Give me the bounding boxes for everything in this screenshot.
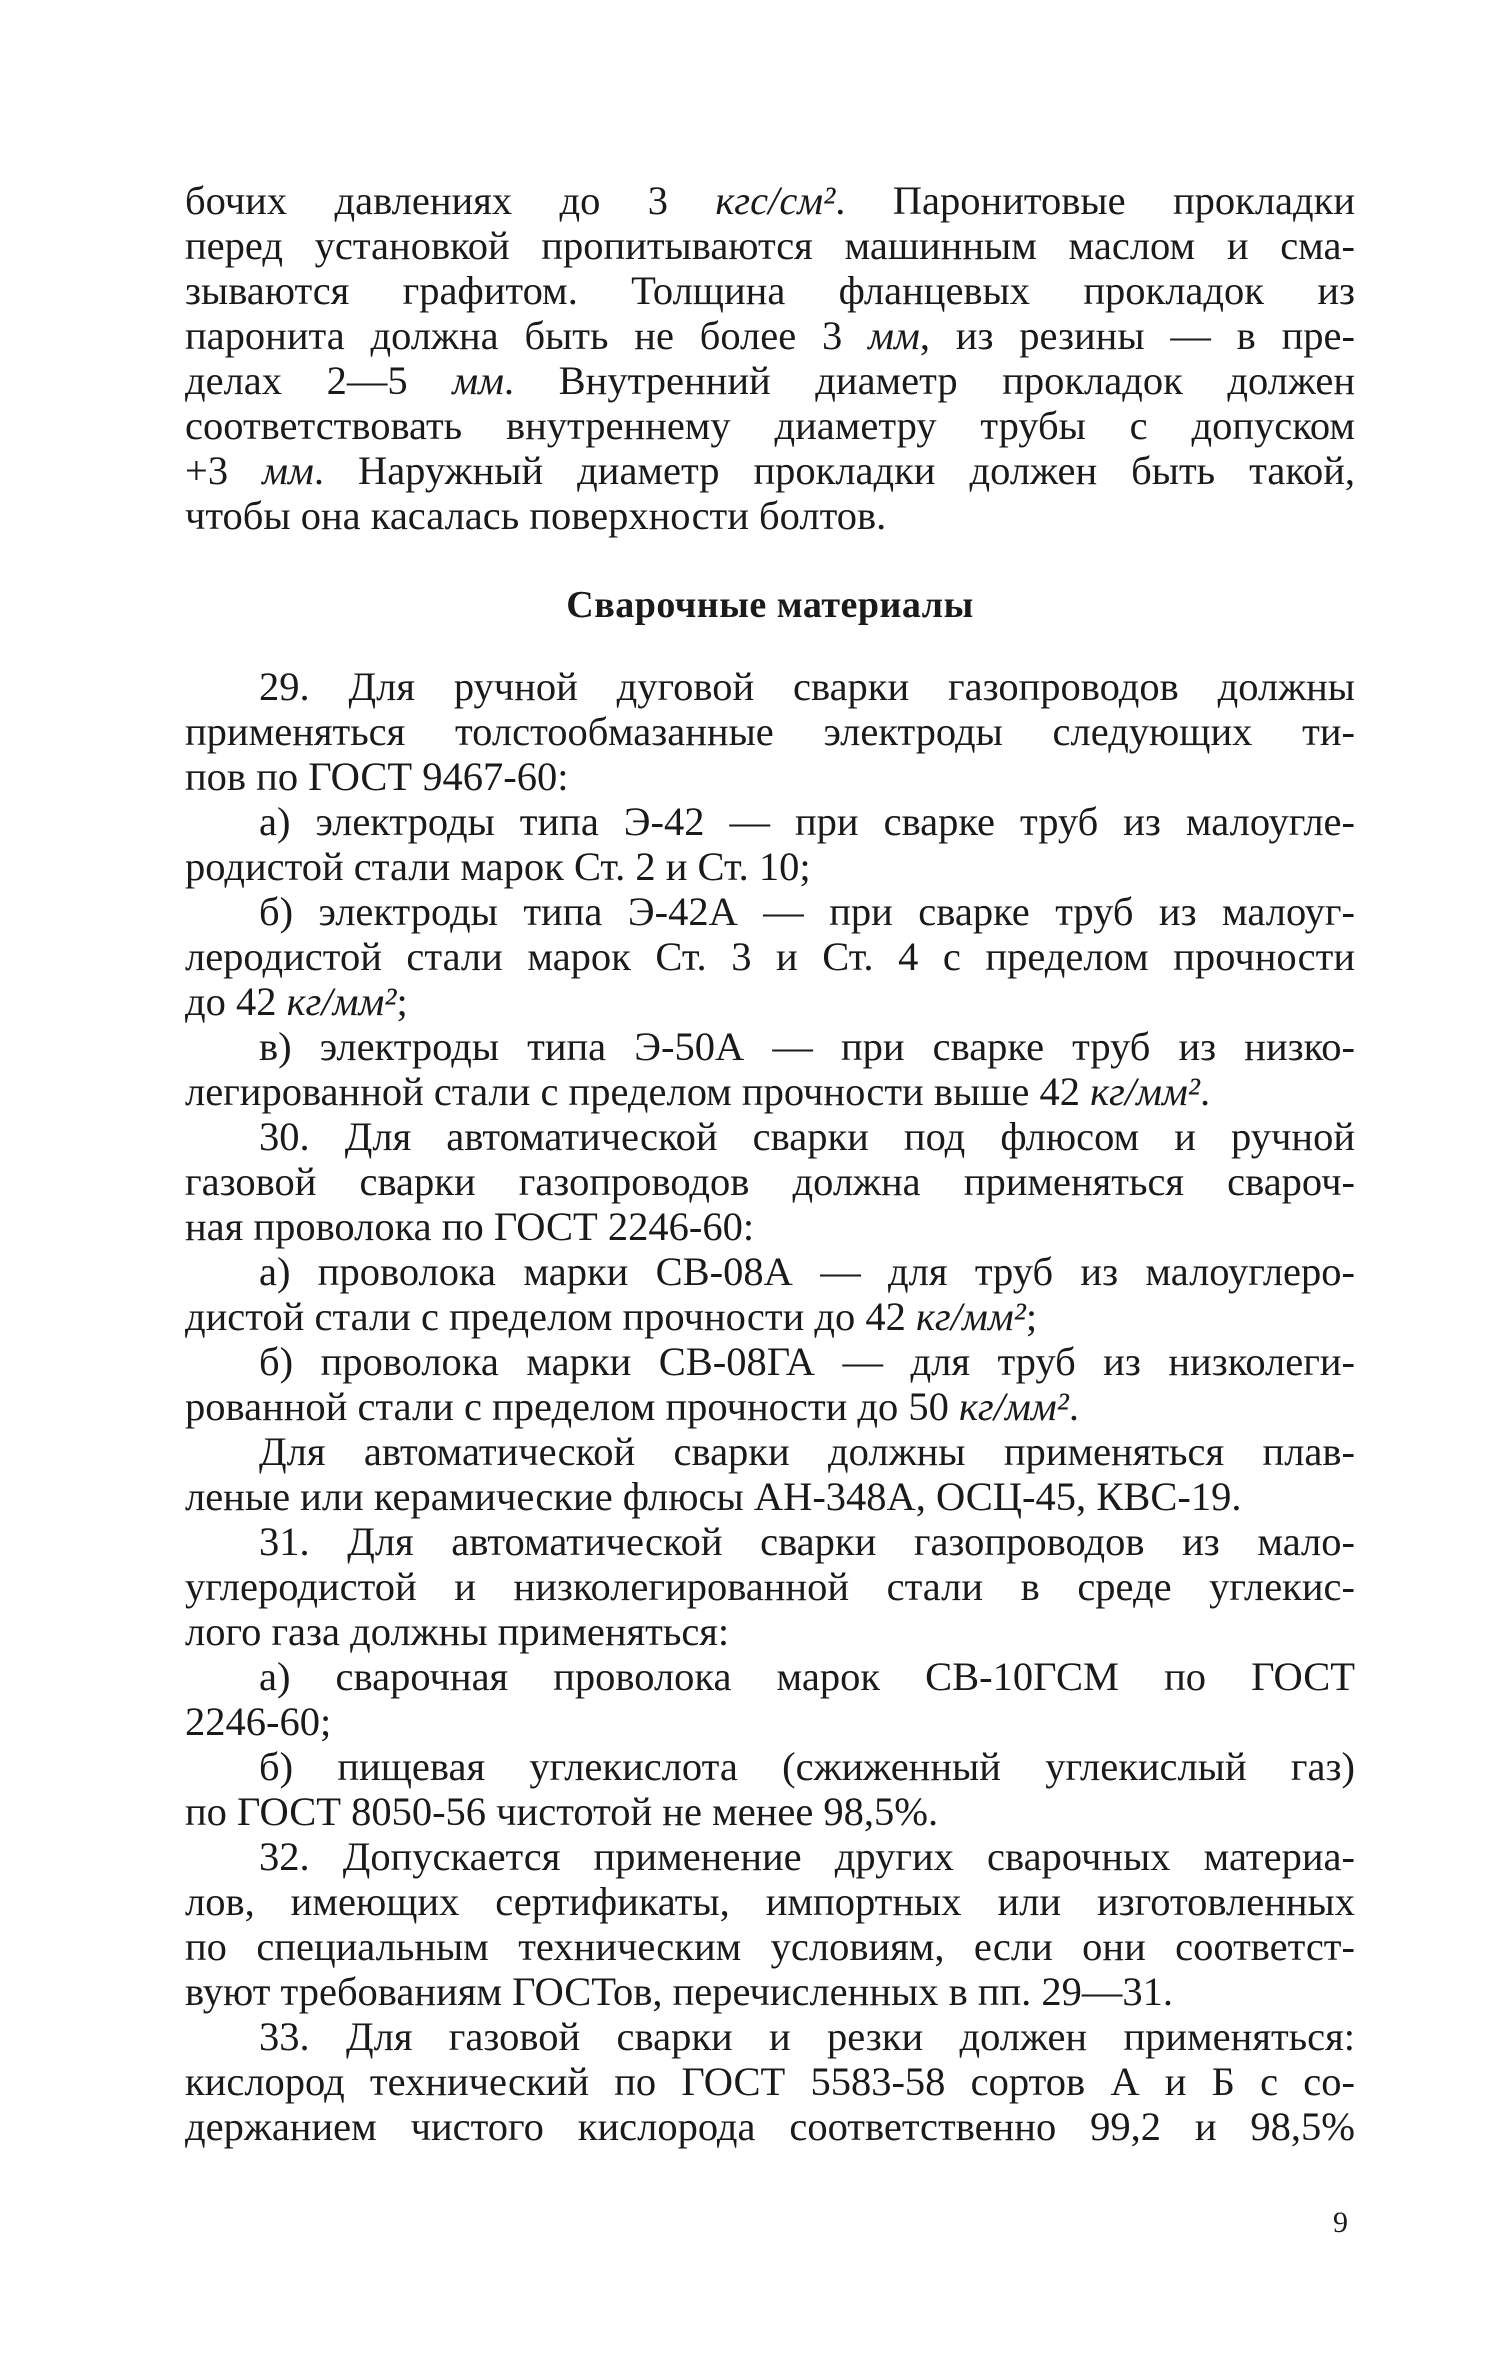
text-line	[185, 1654, 1355, 1699]
section-body	[185, 664, 1355, 2149]
text-line	[185, 1519, 1355, 1564]
text-run: пов по ГОСТ 9467-60:	[185, 754, 569, 799]
text-run: до 42	[185, 979, 287, 1024]
text-line	[185, 709, 1355, 754]
text-run: лого газа должны применяться:	[185, 1609, 730, 1654]
text-run: ;	[1025, 1294, 1038, 1339]
text-line	[185, 1159, 1355, 1204]
unit-text: мм	[452, 358, 504, 403]
unit-text: кг/мм²	[915, 1294, 1026, 1339]
text-line	[185, 2014, 1355, 2059]
text-run: бочих давлениях до 3	[185, 178, 716, 223]
text-run: дистой стали с пределом прочности до 42	[185, 1294, 916, 1339]
text-run: б) пищевая углекислота (сжиженный углекислый газ)	[259, 1744, 1355, 1789]
text-line	[185, 1249, 1355, 1294]
text-line	[185, 1429, 1355, 1474]
text-line	[185, 268, 1355, 313]
text-run: а) электроды типа Э-42 — при сварке труб из малоугле-	[259, 799, 1355, 844]
unit-text: кг/мм²	[958, 1384, 1069, 1429]
text-line	[185, 1564, 1355, 1609]
text-line	[185, 493, 1355, 538]
text-line	[185, 934, 1355, 979]
unit-text: мм	[868, 313, 920, 358]
text-run: а) проволока марки СВ-08А — для труб из малоуглеро-	[259, 1249, 1355, 1294]
text-run: Для автоматической сварки должны применяться плав-	[259, 1429, 1355, 1474]
text-line	[185, 1789, 1355, 1834]
text-line	[185, 178, 1355, 223]
text-line	[185, 1744, 1355, 1789]
text-run: леродистой стали марок Ст. 3 и Ст. 4 с пределом прочности	[185, 934, 1355, 979]
text-line	[185, 1114, 1355, 1159]
text-run: ная проволока по ГОСТ 2246-60:	[185, 1204, 755, 1249]
text-line	[185, 1834, 1355, 1879]
text-run: .	[1068, 1384, 1079, 1429]
text-line	[185, 2104, 1355, 2149]
text-run: перед установкой пропитываются машинным маслом и сма-	[185, 223, 1355, 268]
text-run: рованной стали с пределом прочности до 50	[185, 1384, 959, 1429]
text-line	[185, 664, 1355, 709]
text-run: . Наружный диаметр прокладки должен быть такой,	[313, 448, 1355, 493]
text-run: +3	[185, 448, 263, 493]
text-line	[185, 223, 1355, 268]
text-line	[185, 403, 1355, 448]
text-run: в) электроды типа Э-50А — при сварке труб из низко-	[259, 1024, 1355, 1069]
text-run: паронита должна быть не более 3	[185, 313, 869, 358]
text-line	[185, 1924, 1355, 1969]
text-line	[185, 1069, 1355, 1114]
text-run: б) электроды типа Э-42А — при сварке труб из малоуг-	[259, 889, 1355, 934]
text-run: родистой стали марок Ст. 2 и Ст. 10;	[185, 844, 811, 889]
unit-text: кгс/см²	[715, 178, 836, 223]
text-run: кислород технический по ГОСТ 5583-58 сортов А и Б с со-	[185, 2059, 1355, 2104]
text-run: .	[1199, 1069, 1211, 1114]
text-line	[185, 1384, 1355, 1429]
unit-text: кг/мм²	[286, 979, 397, 1024]
intro-paragraph	[185, 178, 1355, 538]
text-run: 2246-60;	[185, 1699, 332, 1744]
text-run: соответствовать внутреннему диаметру трубы с допуском	[185, 403, 1355, 448]
text-run: 32. Допускается применение других сварочных материа-	[259, 1834, 1355, 1879]
text-line	[185, 844, 1355, 889]
text-run: . Внутренний диаметр прокладок должен	[503, 358, 1355, 403]
text-line	[185, 1474, 1355, 1519]
text-line	[185, 1879, 1355, 1924]
text-line	[185, 799, 1355, 844]
text-run: а) сварочная проволока марок СВ-10ГСМ по ГОСТ	[259, 1654, 1355, 1699]
text-run: лов, имеющих сертификаты, импортных или изготовленных	[185, 1879, 1355, 1924]
text-run: 29. Для ручной дуговой сварки газопроводов должны	[259, 664, 1355, 709]
text-run: делах 2—5	[185, 358, 453, 403]
text-run: по специальным техническим условиям, если они соответст-	[185, 1924, 1355, 1969]
text-run: 31. Для автоматической сварки газопроводов из мало-	[259, 1519, 1355, 1564]
unit-text: кг/мм²	[1090, 1069, 1200, 1114]
text-line	[185, 1969, 1355, 2014]
text-run: 30. Для автоматической сварки под флюсом и ручной	[259, 1114, 1355, 1159]
text-run: легированной стали с пределом прочности выше 42	[185, 1069, 1091, 1114]
text-line	[185, 448, 1355, 493]
text-run: газовой сварки газопроводов должна применяться свароч-	[185, 1159, 1355, 1204]
text-line	[185, 1699, 1355, 1744]
text-run: , из резины — в пре-	[919, 313, 1356, 358]
text-line	[185, 358, 1355, 403]
unit-text: мм	[262, 448, 314, 493]
text-line	[185, 2059, 1355, 2104]
text-line	[185, 979, 1355, 1024]
text-run: по ГОСТ 8050-56 чистотой не менее 98,5%.	[185, 1789, 939, 1834]
text-run: б) проволока марки СВ-08ГА — для труб из низколеги-	[259, 1339, 1355, 1384]
page-number: 9	[1333, 2206, 1348, 2239]
text-run: чтобы она касалась поверхности болтов.	[185, 493, 887, 538]
text-line	[185, 1294, 1355, 1339]
text-line	[185, 1339, 1355, 1384]
text-line	[185, 313, 1355, 358]
text-line	[185, 1609, 1355, 1654]
text-run: ;	[396, 979, 408, 1024]
text-line	[185, 754, 1355, 799]
text-line	[185, 1204, 1355, 1249]
text-run: . Паронитовые прокладки	[835, 178, 1355, 223]
text-run: зываются графитом. Толщина фланцевых прокладок из	[185, 268, 1355, 313]
text-run: применяться толстообмазанные электроды следующих ти-	[185, 709, 1355, 754]
text-run: вуют требованиям ГОСТов, перечисленных в пп. 29—31.	[185, 1969, 1174, 2014]
text-run: 33. Для газовой сварки и резки должен применяться:	[259, 2014, 1355, 2059]
section-heading: Сварочные материалы	[566, 584, 974, 626]
text-run: держанием чистого кислорода соответственно 99,2 и 98,5%	[185, 2104, 1355, 2149]
text-line	[185, 1024, 1355, 1069]
text-run: углеродистой и низколегированной стали в среде углекис-	[185, 1564, 1355, 1609]
text-line	[185, 889, 1355, 934]
text-run: леные или керамические флюсы АН-348А, ОСЦ-45, КВС-19.	[185, 1474, 1242, 1519]
